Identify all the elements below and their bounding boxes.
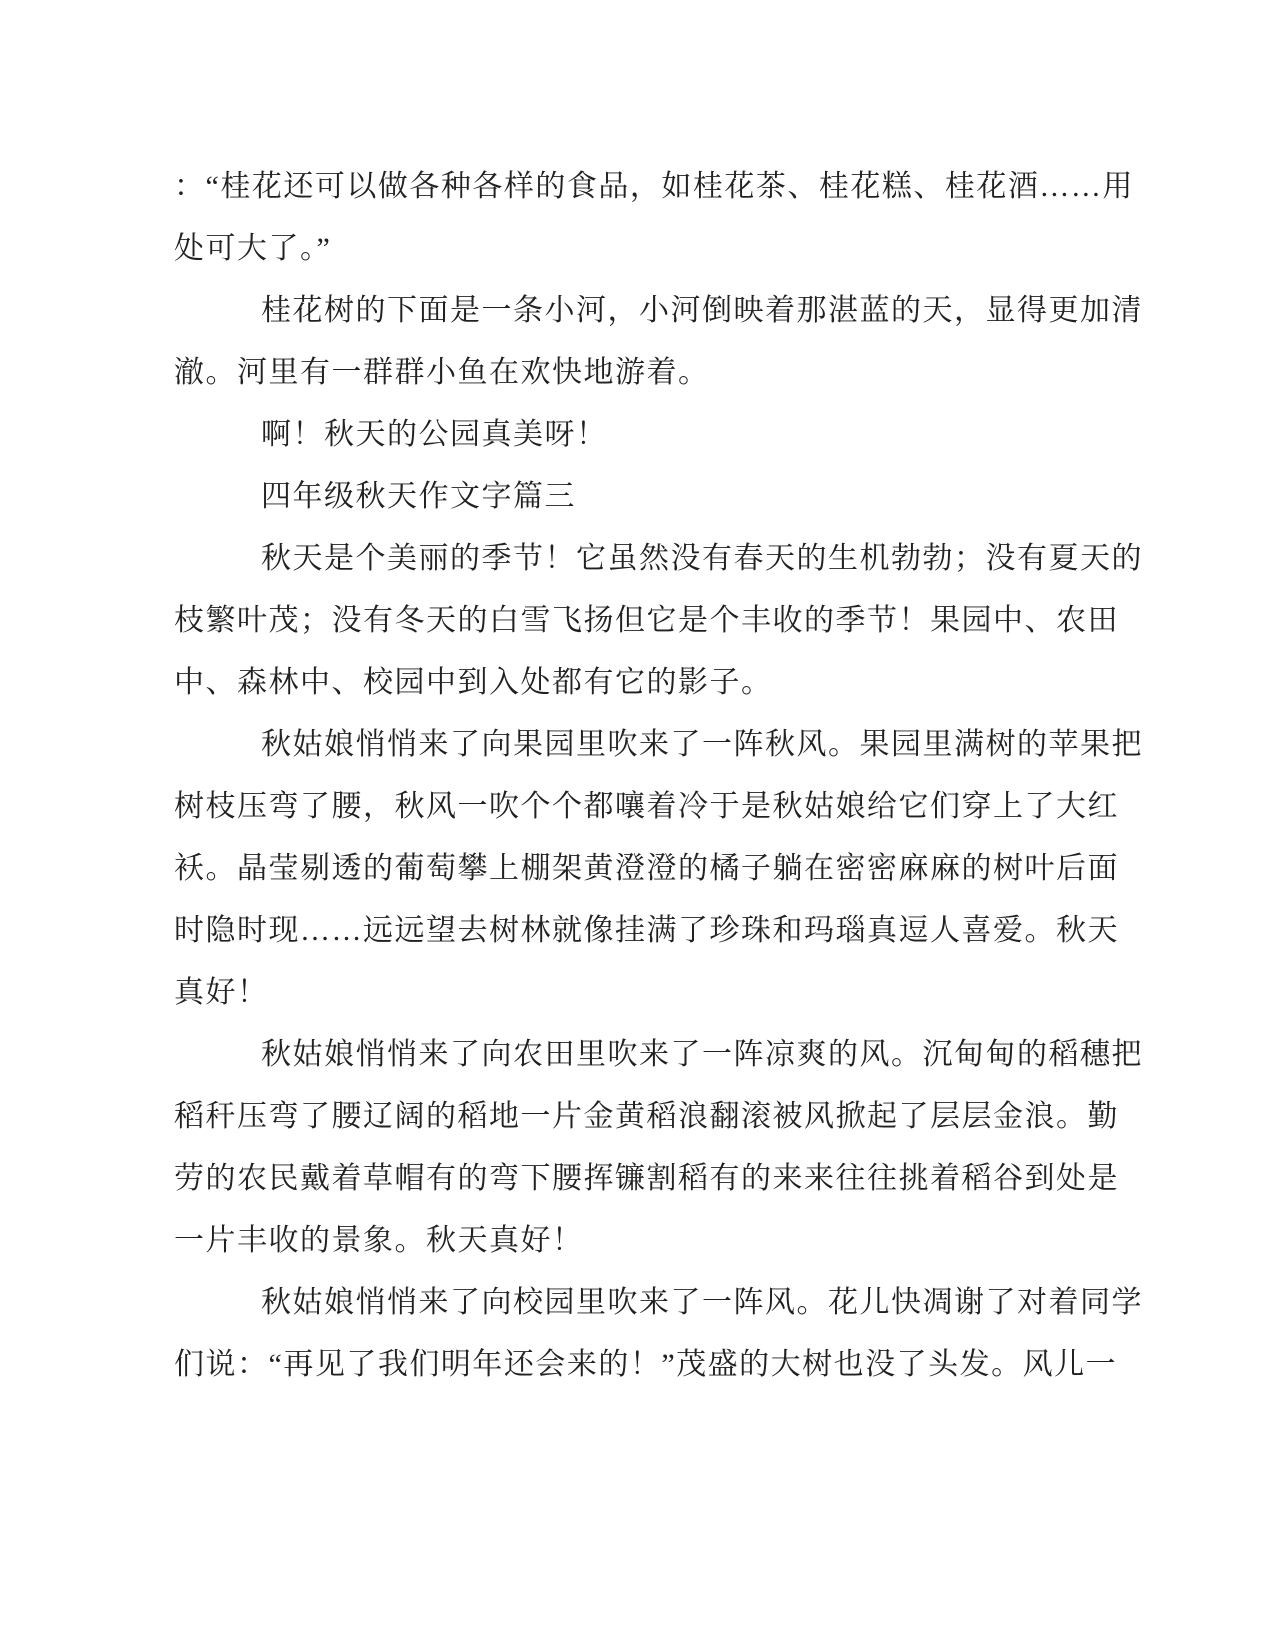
text-line: 枝繁叶茂；没有冬天的白雪飞扬但它是个丰收的季节！果园中、农田 xyxy=(174,604,1119,637)
text-line: 处可大了。” xyxy=(174,232,332,265)
text-line: 中、森林中、校园中到入处都有它的影子。 xyxy=(174,666,773,699)
text-line: ：“桂花还可以做各种各样的食品，如桂花茶、桂花糕、桂花酒……用 xyxy=(174,170,1134,203)
text-line: 秋姑娘悄悄来了向农田里吹来了一阵凉爽的风。沉甸甸的稻穗把 xyxy=(261,1038,1143,1071)
text-line: 树枝压弯了腰，秋风一吹个个都嚷着冷于是秋姑娘给它们穿上了大红 xyxy=(174,790,1119,823)
text-line: 秋天是个美丽的季节！它虽然没有春天的生机勃勃；没有夏天的 xyxy=(261,542,1143,575)
text-line: 们说：“再见了我们明年还会来的！”茂盛的大树也没了头发。风儿一 xyxy=(174,1348,1118,1381)
text-line: 四年级秋天作文字篇三 xyxy=(261,480,576,513)
text-line: 啊！秋天的公园真美呀！ xyxy=(261,418,608,451)
text-line: 桂花树的下面是一条小河，小河倒映着那湛蓝的天，显得更加清 xyxy=(261,294,1143,327)
text-line: 澈。河里有一群群小鱼在欢快地游着。 xyxy=(174,356,710,389)
text-line: 稻秆压弯了腰辽阔的稻地一片金黄稻浪翻滚被风掀起了层层金浪。勤 xyxy=(174,1100,1119,1133)
text-line: 袄。晶莹剔透的葡萄攀上棚架黄澄澄的橘子躺在密密麻麻的树叶后面 xyxy=(174,852,1119,885)
text-line: 一片丰收的景象。秋天真好！ xyxy=(174,1224,584,1257)
text-line: 真好！ xyxy=(174,976,269,1009)
text-line: 时隐时现……远远望去树林就像挂满了珍珠和玛瑙真逗人喜爱。秋天 xyxy=(174,914,1119,947)
text-line: 秋姑娘悄悄来了向果园里吹来了一阵秋风。果园里满树的苹果把 xyxy=(261,728,1143,761)
text-line: 劳的农民戴着草帽有的弯下腰挥镰割稻有的来来往往挑着稻谷到处是 xyxy=(174,1162,1119,1195)
document-body-text xyxy=(174,156,1143,1396)
text-line: 秋姑娘悄悄来了向校园里吹来了一阵风。花儿快凋谢了对着同学 xyxy=(261,1286,1143,1319)
